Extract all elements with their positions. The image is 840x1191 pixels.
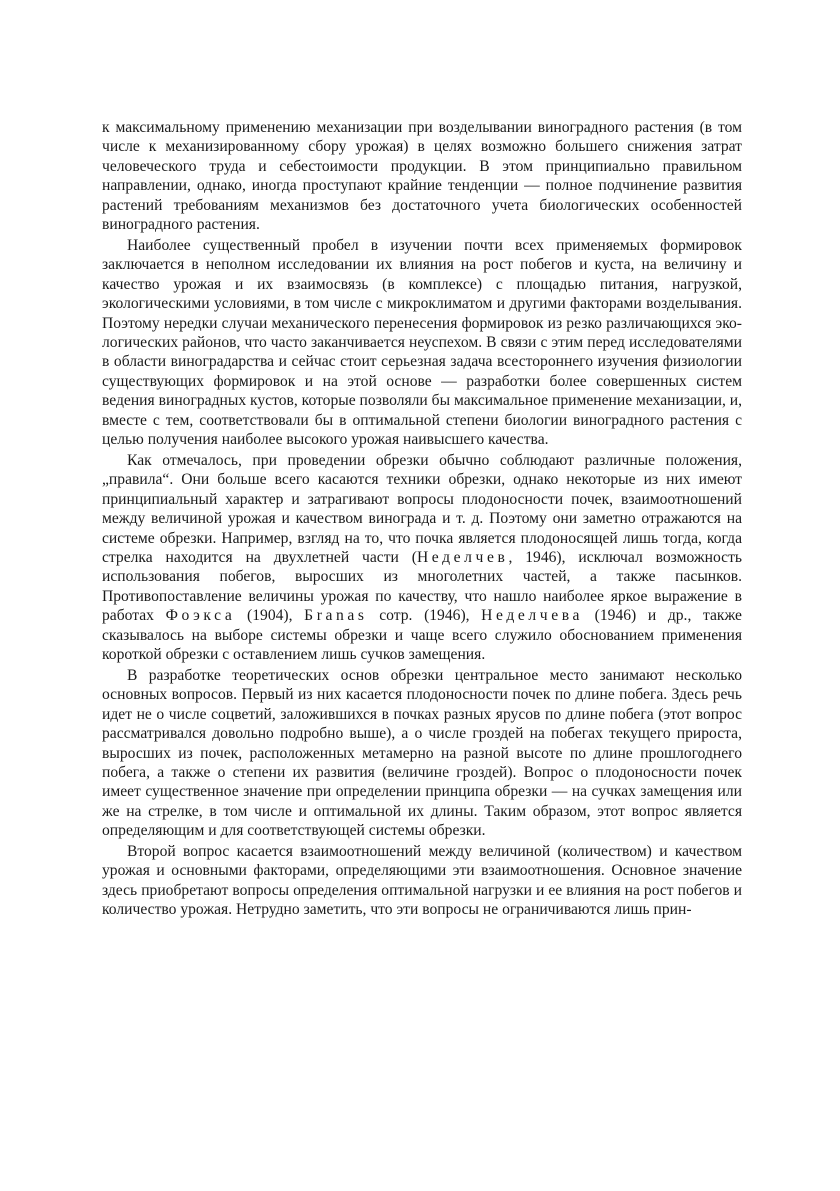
document-page xyxy=(102,118,742,920)
paragraph-2: Наиболее существенный пробел в изучении почти всех применяемых формировок заключается в неполном исследовании их влияния на рост побегов и куста, на величину и качество урожая и их взаимосвязь (в комплексе) с площадью питания, нагрузкой, экологическими условиями, в том числе с микроклиматом и другими факторами возделывания. Поэтому нередки случаи механического перенесения формировок из резко различающихся экологических районов, что часто заканчивается неуспехом. В связи с этим перед исследователями в области виноградарства и сейчас стоит серьезная задача всестороннего изучения физиологии существующих формировок и на этой основе — разработки более совершенных систем ведения виноградных кустов, которые позволяли бы максимальное применение механизации, и, вместе с тем, соответствовали бы в оптимальной степени биологии виноградного растения с целью получения наиболее высокого урожая наивысшего качества. xyxy=(102,236,742,449)
paragraph-4: В разработке теоретических основ обрезки центральное место занимают несколько основных вопросов. Первый из них касается плодоносности почек по длине побега. Здесь речь идет не о числе соцветий, заложившихся в почках разных ярусов по длине побега (этот вопрос рассматривался довольно подробно выше), а о числе гроздей на побегах текущего прироста, выросших из почек, расположенных метамерно на разной высоте по длине прошлогоднего побега, а также о степени их развития (величине гроздей). Вопрос о плодоносности почек имеет существенное значение при определении принципа обрезки — на сучках замещения или же на стрелке, в том числе и оптимальной их длины. Таким образом, этот вопрос является определяющим и для соответствующей системы обрезки. xyxy=(102,666,742,840)
author-name-nedelchev: Неделчев xyxy=(416,548,509,566)
author-name-nedelcheva: Неделчева xyxy=(481,607,584,625)
paragraph-3-text-a: Как отмечалось, при проведении обрезки обычно соблюдают различные положения, „правила“. Они больше всего касаются техники обрезки, однако некоторые из них имеют принципиальный характер и затрагивают вопросы плодоносности почек, взаимоотношений между величиной урожая и качеством винограда и т. д. Поэтому они заметно отражаются на системе обрезки. Например, взгляд на то, что почка является плодоносящей лишь тогда, когда стрелка находится на двухлетней части ( xyxy=(102,451,742,566)
paragraph-5: Второй вопрос касается взаимоотношений между величиной (количеством) и качеством урожая и основными факторами, определяющими эти взаимоотношения. Основное значение здесь приобретают вопросы определения оптимальной нагрузки и ее влияния на рост побегов и количество урожая. Нетрудно заметить, что эти вопросы не ограничиваются лишь прин- xyxy=(102,842,742,919)
paragraph-3-text-d: сотр. (1946), xyxy=(367,607,482,625)
paragraph-1: к максимальному применению механизации при возделывании виноградного растения (в том числе к механизированному сбору урожая) в целях возможно большего снижения затрат человеческого труда и себестоимости продукции. В этом принципиально правильном направлении, однако, иногда проступают крайние тенденции — полное подчинение развития растений требованиям механизмов без достаточного учета биологических особенностей виноградного растения. xyxy=(102,119,742,234)
paragraph-3-text-e: (1946) и др., также сказывалось на выборе системы обрезки и чаще всего служило обоснованием применения короткой обрезки с оставлением лишь сучков замещения. xyxy=(102,607,742,664)
author-name-foex: Фоэкса xyxy=(165,607,236,625)
paragraph-3-text-c: (1904), xyxy=(235,607,305,625)
author-name-branas: Бranas xyxy=(304,607,368,625)
paragraph-3-text-b: , 1946), исключал возможность использования побегов, выросших из многолетних частей, а также пасынков. Противопоставление величины урожая по качеству, что нашло наиболее яркое выражение в работах xyxy=(102,548,742,625)
paragraph-3 xyxy=(102,451,742,665)
